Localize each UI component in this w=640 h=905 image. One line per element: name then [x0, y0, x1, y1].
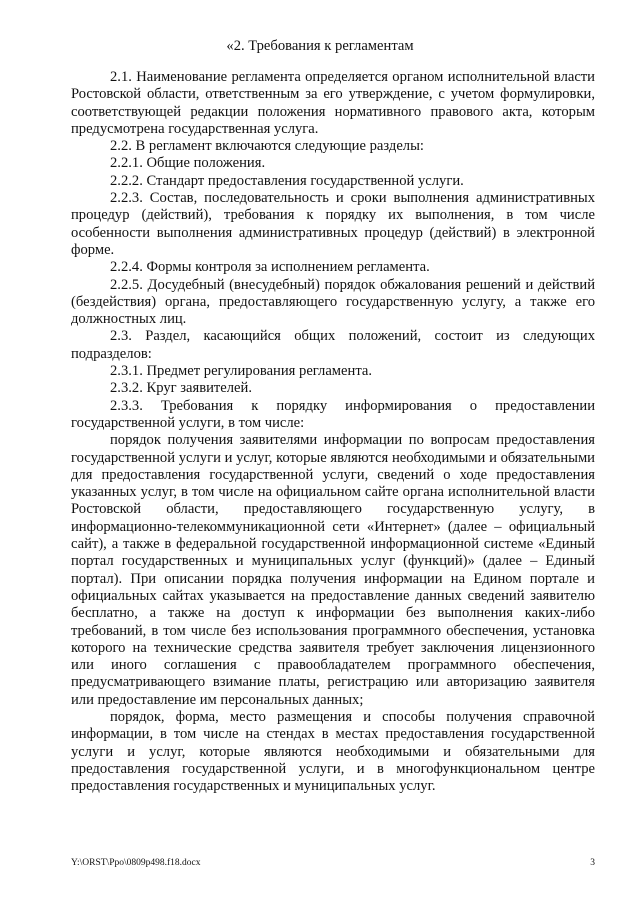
- paragraph-2-2-3: 2.2.3. Состав, последовательность и сроки выполнения административных процедур (действий), требования к порядку их выполнения, в том числе особенности выполнения административных процедур (действий) в электронной форме.: [71, 190, 595, 258]
- paragraph-2-3-2: 2.3.2. Круг заявителей.: [110, 380, 252, 397]
- paragraph-info-order: порядок получения заявителями информации по вопросам предоставления государственной услуги и услуг, которые являются необходимыми и обязательными для предоставления государственной услуги, сведений о ходе предоставления указанных услуг, в том числе на официальном сайте органа исполнительной власти Ростовской области, предоставляющего государственную услугу, в информационно-телекоммуникационной сети «Интернет» (далее – официальный сайт), а также в федеральной государственной информационной системе «Единый портал государственных и муниципальных услуг (функций)» (далее – Единый портал). При описании порядка получения информации на Едином портале и официальных сайтах указывается на предоставление данных сведений заявителю бесплатно, а также на доступ к информации без выполнения каких-либо требований, в том числе без использования программного обеспечения, установка которого на технические средства заявителя требует заключения лицензионного или иного соглашения с правообладателем программного обеспечения, предусматривающего взимание платы, регистрацию или авторизацию заявителя или предоставление им персональных данных;: [71, 432, 595, 708]
- paragraph-2-2-4: 2.2.4. Формы контроля за исполнением регламента.: [110, 259, 430, 276]
- footer-file-path: Y:\ORST\Ppo\0809p498.f18.docx: [71, 858, 201, 868]
- paragraph-reference-info: порядок, форма, место размещения и способы получения справочной информации, в том числе на стендах в местах предоставления государственной услуги и услуг, которые являются необходимыми и обязательными для предоставления государственной услуги, и в многофункциональном центре предоставления государственных и муниципальных услуг.: [71, 708, 595, 795]
- paragraph-2-3: 2.3. Раздел, касающийся общих положений, состоит из следующих подразделов:: [71, 328, 595, 362]
- paragraph-2-1: 2.1. Наименование регламента определяется органом исполнительной власти Ростовской области, ответственным за его утверждение, с учетом формулировки, соответствующей редакции положения нормативного правового акта, которым предусмотрена государственная услуга.: [71, 69, 595, 137]
- paragraph-2-3-3: 2.3.3. Требования к порядку информирования о предоставлении государственной услуги, в том числе:: [71, 397, 595, 431]
- paragraph-2-2: 2.2. В регламент включаются следующие разделы:: [110, 138, 424, 155]
- paragraph-2-2-1: 2.2.1. Общие положения.: [110, 155, 266, 172]
- paragraph-2-3-1: 2.3.1. Предмет регулирования регламента.: [110, 363, 373, 380]
- page-number: 3: [590, 858, 595, 868]
- paragraph-2-2-5: 2.2.5. Досудебный (внесудебный) порядок обжалования решений и действий (бездействия) органа, предоставляющего государственную услугу, а также его должностных лиц.: [71, 276, 595, 328]
- document-body: [71, 69, 595, 795]
- paragraph-2-2-2: 2.2.2. Стандарт предоставления государственной услуги.: [110, 172, 464, 189]
- page-footer: [71, 857, 595, 871]
- section-heading: «2. Требования к регламентам: [226, 38, 414, 54]
